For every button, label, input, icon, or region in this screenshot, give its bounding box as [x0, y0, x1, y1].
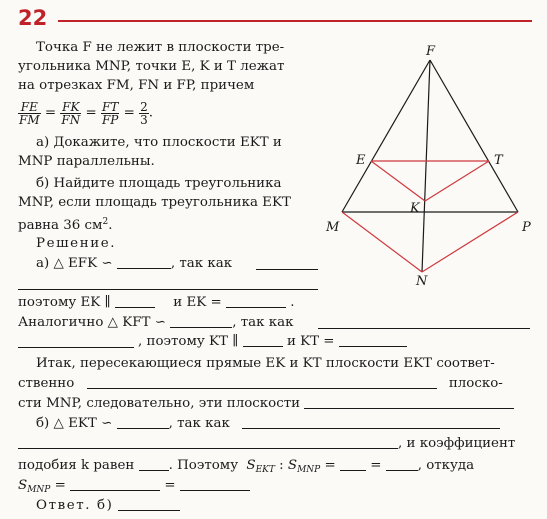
- blank-field[interactable]: [139, 458, 169, 471]
- page-number: 22: [18, 6, 48, 30]
- solution-a-line-4: Аналогично △ KFT ∽ , так как: [18, 315, 294, 330]
- edge-fm: [342, 60, 430, 212]
- label-p: P: [522, 220, 531, 235]
- part-b-line-1: б) Найдите площадь треугольника: [36, 176, 282, 191]
- blank-field[interactable]: [18, 436, 398, 449]
- part-b-line-3: равна 36 $см^2$.: [18, 217, 113, 233]
- pyramid-figure: [320, 38, 540, 288]
- label-n: N: [416, 274, 428, 288]
- fraction-ft-fp: $\frac{FT}{FP}$: [101, 100, 119, 127]
- edge-fn: [422, 60, 430, 272]
- blank-field[interactable]: [115, 295, 155, 308]
- answer-line: Ответ. б): [36, 498, 180, 514]
- conclusion-line-2: ственно плоско-: [18, 376, 503, 391]
- header-rule: [58, 20, 532, 22]
- blank-field[interactable]: [87, 376, 437, 389]
- blank-field[interactable]: [117, 416, 169, 429]
- blank-field[interactable]: [256, 269, 318, 270]
- black-edges: [342, 60, 518, 272]
- problem-line-1: Точка F не лежит в плоскости тре-: [36, 40, 285, 55]
- blank-field[interactable]: [339, 334, 407, 347]
- blank-field[interactable]: [318, 328, 530, 329]
- part-b-line-2: MNP, если площадь треугольника EKT: [18, 195, 291, 210]
- blank-field[interactable]: [118, 498, 180, 511]
- solution-b-line-1: б) △ EKT ∽ , так как: [36, 416, 500, 432]
- solution-b-line-4: $S_{MNP}$ = =: [18, 478, 250, 498]
- label-e: E: [356, 153, 366, 168]
- fraction-fk-fn: $\frac{FK}{FN}$: [61, 100, 81, 127]
- blank-field[interactable]: [386, 458, 418, 471]
- edge-kt: [425, 161, 489, 201]
- edge-np: [422, 212, 518, 272]
- blank-field[interactable]: [18, 347, 134, 348]
- label-m: M: [326, 220, 340, 235]
- solution-a-line-3: поэтому EK ∥ и EK = .: [18, 295, 295, 310]
- blank-field[interactable]: [304, 396, 514, 409]
- label-f: F: [426, 44, 436, 59]
- conclusion-line-1: Итак, пересекающиеся прямые EK и KT плоскости EKT соответ-: [36, 356, 495, 371]
- edge-mn: [342, 212, 422, 272]
- solution-a-line-5: , поэтому KT ∥ и KT =: [138, 334, 407, 350]
- fraction-two-thirds: $\frac{2}{3}$: [140, 100, 148, 127]
- solution-a-line-1: а) △ EFK ∽ , так как: [36, 256, 233, 271]
- solution-heading: Решение.: [36, 236, 117, 251]
- blank-field[interactable]: [226, 295, 286, 308]
- label-t: T: [494, 153, 503, 168]
- edge-ek: [371, 161, 425, 201]
- blank-field[interactable]: [170, 315, 232, 328]
- blank-field[interactable]: [70, 478, 160, 491]
- blank-line[interactable]: [18, 289, 318, 290]
- solution-b-line-2: , и коэффициент: [18, 436, 515, 452]
- blank-field[interactable]: [243, 334, 283, 347]
- blank-field[interactable]: [117, 256, 171, 269]
- problem-line-2: угольника MNP, точки E, K и T лежат: [18, 59, 285, 74]
- ratio-equation: $\frac{FE}{FM}$ = $\frac{FK}{FN}$ = $\frac{FT}{FP}$ = $\frac{2}{3}$ .: [19, 100, 154, 127]
- label-k: K: [410, 201, 420, 216]
- part-a-line-1: а) Докажите, что плоскости EKT и: [36, 135, 282, 150]
- blank-field[interactable]: [340, 458, 366, 471]
- solution-b-line-3: подобия k равен . Поэтому $S_{EKT}$ : $S_{MNP}$ = = , откуда: [18, 458, 475, 475]
- blank-field[interactable]: [180, 478, 250, 491]
- conclusion-line-3: сти MNP, следовательно, эти плоскости: [18, 396, 514, 412]
- problem-line-3: на отрезках FM, FN и FP, причем: [18, 78, 255, 93]
- fraction-fe-fm: $\frac{FE}{FM}$: [19, 100, 40, 127]
- red-edges: [342, 161, 518, 272]
- blank-field[interactable]: [242, 416, 500, 429]
- part-a-line-2: MNP параллельны.: [18, 154, 155, 169]
